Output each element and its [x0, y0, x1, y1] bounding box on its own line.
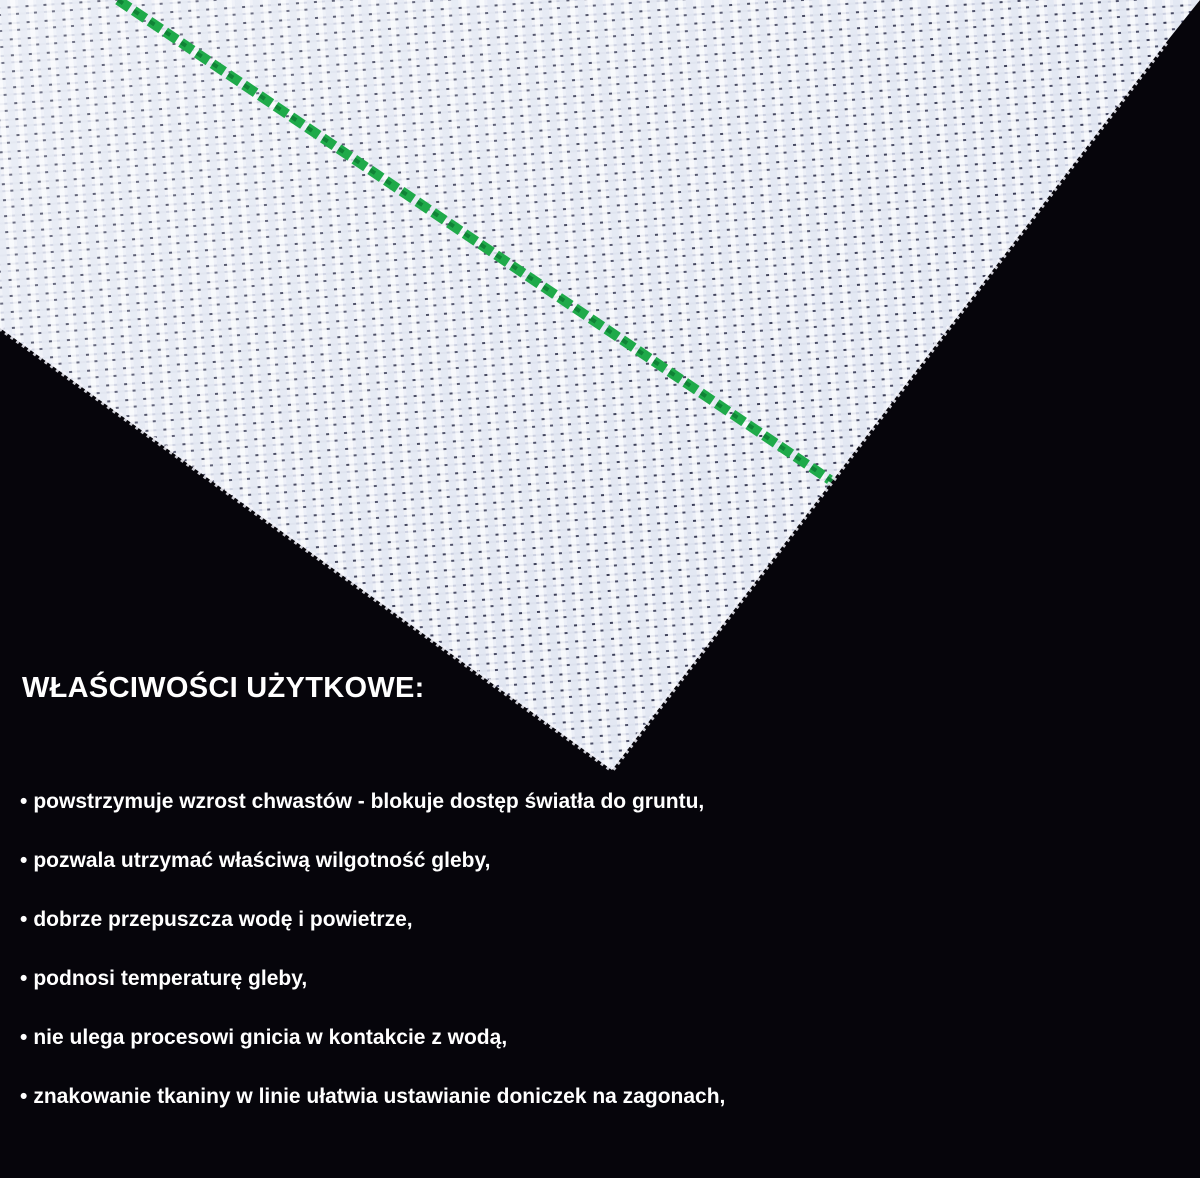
bullet-icon: • [20, 849, 28, 872]
feature-text: pozwala utrzymać właściwą wilgotność gleby, [33, 849, 491, 872]
bullet-icon: • [20, 908, 28, 931]
feature-text: dobrze przepuszcza wodę i powietrze, [33, 908, 413, 931]
feature-text: podnosi temperaturę gleby, [33, 967, 308, 990]
feature-text: znakowanie tkaniny w linie ułatwia ustawianie doniczek na zagonach, [33, 1085, 726, 1108]
bullet-icon: • [20, 790, 28, 813]
feature-item [20, 790, 725, 849]
bullet-icon: • [20, 1085, 28, 1108]
features-list [20, 790, 725, 1144]
bullet-icon: • [20, 1026, 28, 1049]
bullet-icon: • [20, 967, 28, 990]
feature-item [20, 967, 725, 1026]
feature-item [20, 908, 725, 967]
feature-item [20, 1085, 725, 1144]
feature-item [20, 1026, 725, 1085]
section-heading: WŁAŚCIWOŚCI UŻYTKOWE: [22, 672, 425, 704]
feature-item [20, 849, 725, 908]
feature-text: nie ulega procesowi gnicia w kontakcie z wodą, [33, 1026, 508, 1049]
feature-text: powstrzymuje wzrost chwastów - blokuje dostęp światła do gruntu, [33, 790, 705, 813]
